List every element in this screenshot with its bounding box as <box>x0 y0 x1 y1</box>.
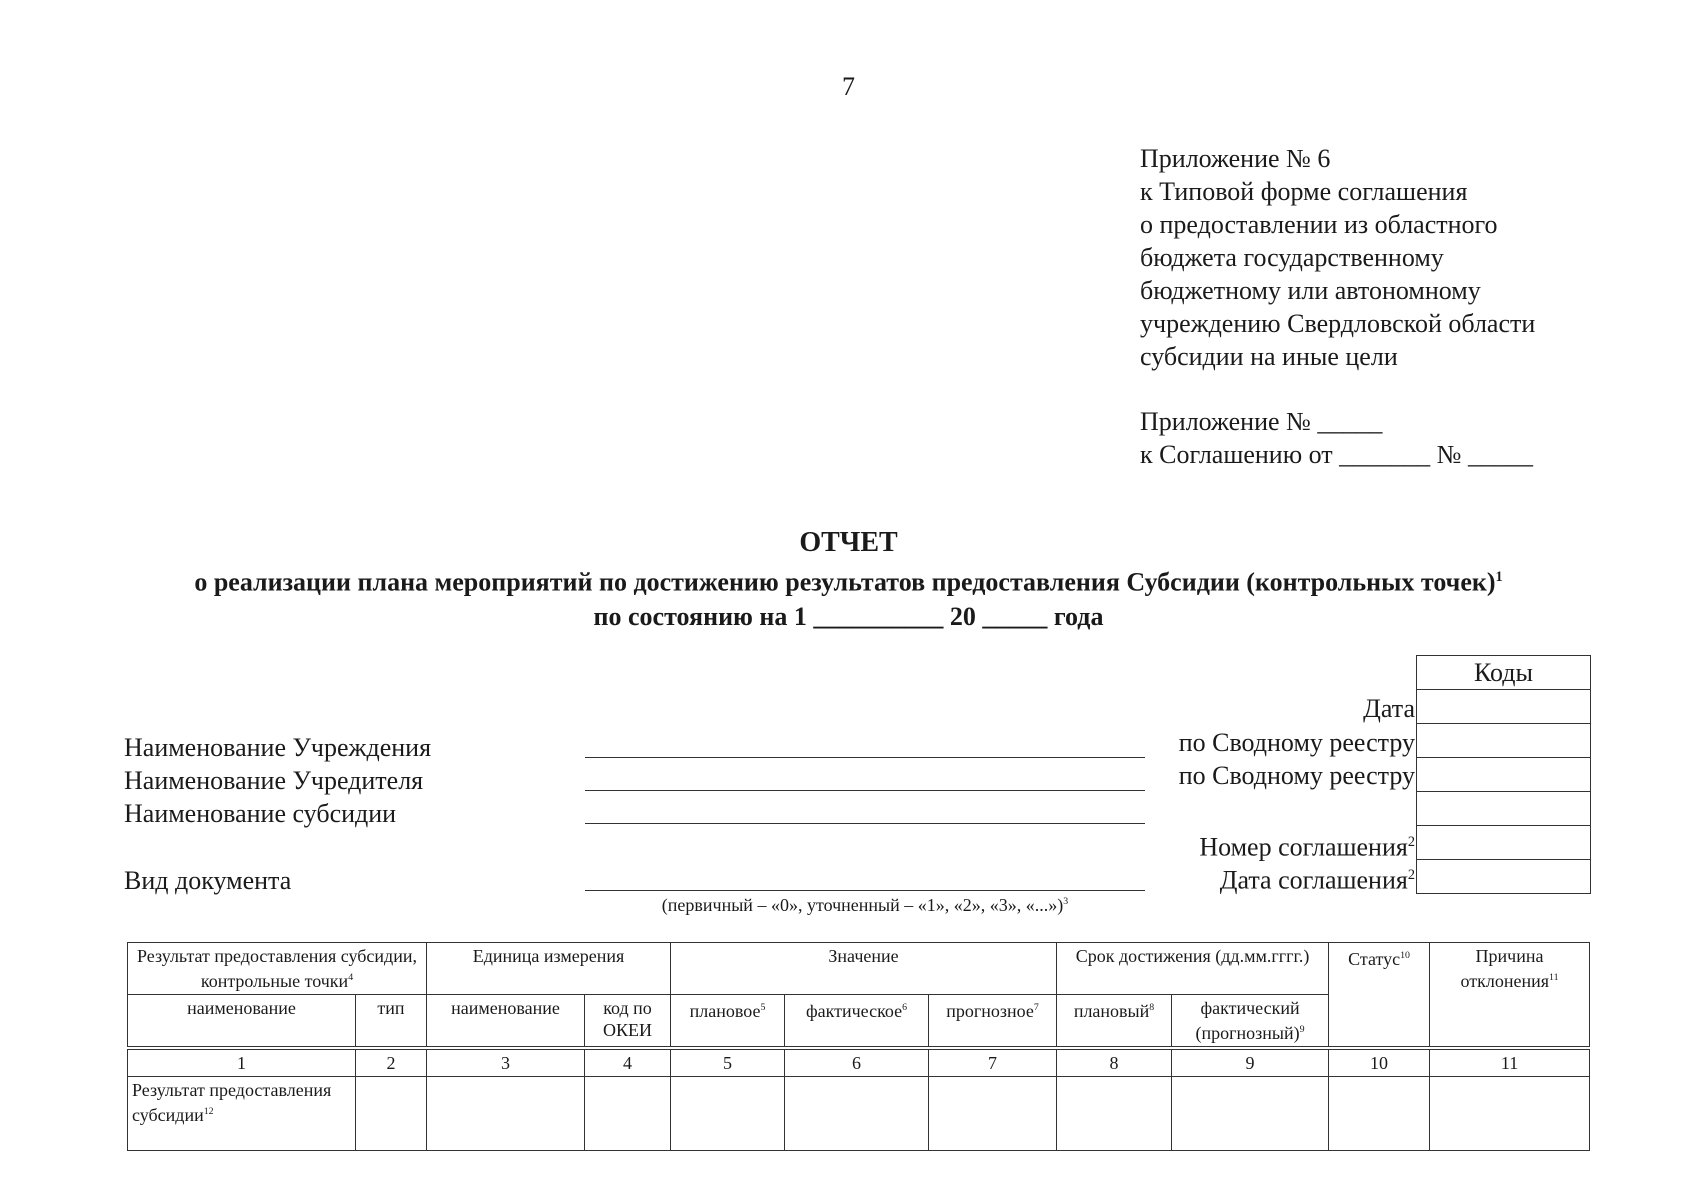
report-date-line: по состоянию на 1 __________ 20 _____ года <box>593 601 1104 631</box>
results-table <box>127 942 1590 1151</box>
subheader-forecast: прогнозное$^7$ <box>929 995 1057 1049</box>
report-title: ОТЧЕТ <box>799 527 898 558</box>
column-number: 4 <box>585 1048 671 1077</box>
code-cell-agreement-date[interactable] <box>1417 859 1590 893</box>
subheader-planned: плановое$^5$ <box>671 995 785 1049</box>
agreement-date-label: Дата соглашения$^2$ <box>1219 865 1415 895</box>
column-number: 2 <box>356 1048 427 1077</box>
appendix-line: бюджетному или автономному <box>1140 276 1481 305</box>
agreement-appendix-line: к Соглашению от _______ № _____ <box>1140 440 1533 469</box>
table-cell[interactable] <box>785 1077 929 1151</box>
appendix-line: учреждению Свердловской области <box>1140 309 1536 338</box>
subheader-okei: код по ОКЕИ <box>585 995 671 1049</box>
code-cell-registry-2[interactable] <box>1417 757 1590 791</box>
subheader-actual: фактическое$^6$ <box>785 995 929 1049</box>
column-number: 9 <box>1172 1048 1329 1077</box>
column-number: 10 <box>1329 1048 1430 1077</box>
column-number: 5 <box>671 1048 785 1077</box>
institution-label: Наименование Учреждения <box>124 733 432 762</box>
registry-label: по Сводному реестру <box>1178 761 1415 790</box>
header-unit: Единица измерения <box>427 943 671 995</box>
column-number: 11 <box>1430 1048 1590 1077</box>
doc-type-label: Вид документа <box>124 866 292 895</box>
column-number: 3 <box>427 1048 585 1077</box>
table-cell[interactable] <box>585 1077 671 1151</box>
table-cell[interactable] <box>1329 1077 1430 1151</box>
appendix-block <box>1140 142 1535 373</box>
table-cell[interactable] <box>929 1077 1057 1151</box>
table-cell[interactable] <box>427 1077 585 1151</box>
table-cell[interactable] <box>671 1077 785 1151</box>
row-result-label: Результат предоставления субсидии$^{12}$ <box>128 1077 356 1151</box>
code-cell-empty[interactable] <box>1417 791 1590 825</box>
subsidy-label: Наименование субсидии <box>124 799 397 828</box>
column-number: 7 <box>929 1048 1057 1077</box>
codes-box <box>1416 655 1591 894</box>
appendix-line: бюджета государственному <box>1140 243 1444 272</box>
date-label: Дата <box>1363 694 1415 723</box>
doc-type-field[interactable] <box>585 890 1145 891</box>
table-cell[interactable] <box>1057 1077 1172 1151</box>
doc-type-note: (первичный – «0», уточненный – «1», «2», «3», «...»)$^3$ <box>661 895 1069 915</box>
appendix-line: Приложение № 6 <box>1140 144 1331 173</box>
agreement-appendix-line: Приложение № _____ <box>1140 407 1383 436</box>
institution-field[interactable] <box>585 757 1145 758</box>
subheader-deadline-planned: плановый$^8$ <box>1057 995 1172 1049</box>
appendix-line: к Типовой форме соглашения <box>1140 177 1468 206</box>
header-status: Статус$^{10}$ <box>1329 943 1430 1049</box>
appendix-line: о предоставлении из областного <box>1140 210 1498 239</box>
table-row <box>128 1077 1590 1151</box>
registry-label: по Сводному реестру <box>1178 728 1415 757</box>
table-header-row <box>128 943 1590 995</box>
column-numbers-row <box>128 1048 1590 1077</box>
report-subtitle: о реализации плана мероприятий по достижению результатов предоставления Субсидии (контрольных точек)$^1$ <box>194 567 1503 597</box>
agreement-number-label: Номер соглашения$^2$ <box>1199 832 1415 862</box>
agreement-appendix-block <box>1140 405 1533 471</box>
header-deadline: Срок достижения (дд.мм.гггг.) <box>1057 943 1329 995</box>
subheader-deadline-actual: фактический (прогнозный)$^9$ <box>1172 995 1329 1049</box>
page-number: 7 <box>842 72 855 101</box>
table-cell[interactable] <box>1172 1077 1329 1151</box>
subheader-type: тип <box>356 995 427 1049</box>
code-cell-date[interactable] <box>1417 689 1590 723</box>
header-result: Результат предоставления субсидии, контрольные точки$^4$ <box>128 943 427 995</box>
table-cell[interactable] <box>1430 1077 1590 1151</box>
column-number: 1 <box>128 1048 356 1077</box>
subsidy-field[interactable] <box>585 823 1145 824</box>
report-title-block <box>0 526 1697 634</box>
founder-label: Наименование Учредителя <box>124 766 424 795</box>
code-cell-registry-1[interactable] <box>1417 723 1590 757</box>
founder-field[interactable] <box>585 790 1145 791</box>
column-number: 8 <box>1057 1048 1172 1077</box>
code-cell-agreement-number[interactable] <box>1417 825 1590 859</box>
header-reason: Причина отклонения$^{11}$ <box>1430 943 1590 1049</box>
subheader-name: наименование <box>128 995 356 1049</box>
column-number: 6 <box>785 1048 929 1077</box>
appendix-line: субсидии на иные цели <box>1140 342 1398 371</box>
subheader-unit-name: наименование <box>427 995 585 1049</box>
table-cell[interactable] <box>356 1077 427 1151</box>
codes-header: Коды <box>1474 658 1533 687</box>
header-value: Значение <box>671 943 1057 995</box>
